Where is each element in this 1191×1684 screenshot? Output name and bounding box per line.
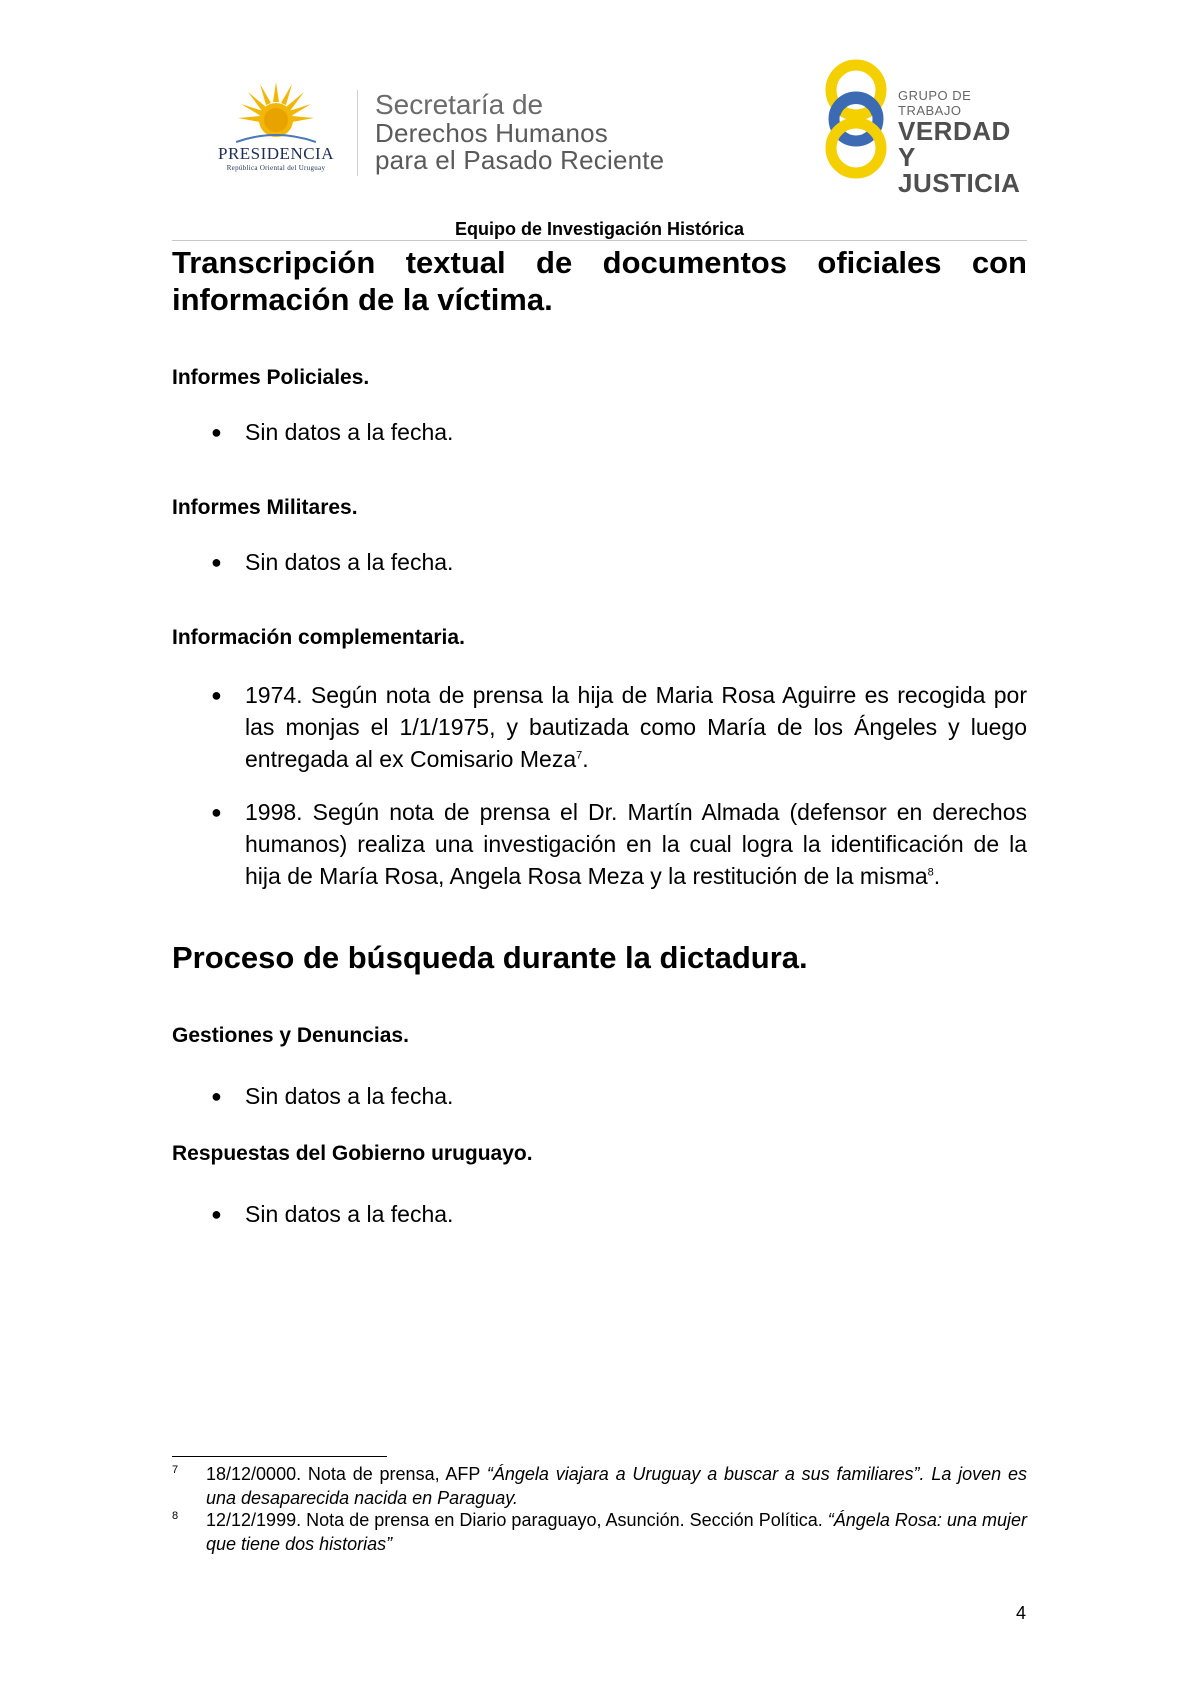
list-item: [172, 796, 1027, 892]
item-end: .: [933, 863, 941, 889]
list-item: [172, 416, 1027, 448]
section-title-transcripcion: [172, 244, 1027, 318]
heading-respuestas: [172, 1142, 1027, 1166]
list-item: [172, 546, 1027, 578]
secretaria-line-1: Secretaría de: [375, 89, 544, 120]
team-header: Equipo de Investigación Histórica: [454, 219, 745, 239]
page-number: 4: [1016, 1603, 1027, 1623]
title-line-2: información de la víctima.: [172, 282, 553, 317]
gtvj-line-1: GRUPO DE TRABAJO: [898, 88, 972, 118]
header-rule: [172, 240, 1027, 241]
secretaria-line-2: Derechos Humanos: [375, 118, 608, 148]
item-text: Sin datos a la fecha.: [245, 1083, 454, 1109]
list-item: [172, 1080, 1027, 1112]
section-title-text: Proceso de búsqueda durante la dictadura.: [172, 940, 808, 975]
list-item: [172, 679, 1027, 775]
heading-text: Informes Policiales.: [172, 366, 370, 389]
footnote-ref[interactable]: 7: [576, 749, 583, 762]
heading-informes-militares: [172, 496, 1027, 520]
presidencia-logo: [196, 80, 356, 175]
bullet-icon: ●: [211, 422, 222, 442]
title-line-1: Transcripción textual de documentos oficiales con: [172, 245, 1027, 280]
linked-rings-icon: [820, 56, 895, 181]
footnote-number: 8: [172, 1510, 179, 1522]
heading-text: Respuestas del Gobierno uruguayo.: [172, 1142, 533, 1165]
footnote-ref[interactable]: 8: [927, 866, 934, 879]
presidencia-subtitle: República Oriental del Uruguay: [226, 164, 326, 172]
bullet-icon: ●: [211, 552, 222, 572]
heading-text: Informes Militares.: [172, 496, 358, 519]
footnote-7: [172, 1462, 1027, 1510]
bullet-icon: ●: [211, 1204, 222, 1224]
bullet-icon: ●: [211, 802, 222, 822]
bullet-icon: ●: [211, 1086, 222, 1106]
item-text: Sin datos a la fecha.: [245, 419, 454, 445]
secretaria-logo-text: [375, 90, 664, 174]
item-text: Sin datos a la fecha.: [245, 1201, 454, 1227]
logo-divider: [357, 90, 358, 176]
footnote-number: 7: [172, 1464, 179, 1476]
footnote-text: 18/12/0000. Nota de prensa, AFP: [206, 1464, 487, 1484]
footnote-text: 12/12/1999. Nota de prensa en Diario paraguayo, Asunción. Sección Política.: [206, 1510, 828, 1530]
footnote-quote: “Ángela Rosa: una mujer que tiene dos historias”: [206, 1510, 1028, 1554]
item-end: .: [582, 746, 589, 772]
list-item: [172, 1198, 1027, 1230]
footnote-quote: “Ángela viajara a Uruguay a buscar a sus familiares”. La joven es una desaparecida nacida en Paraguay.: [206, 1464, 1027, 1508]
heading-informacion-complementaria: [172, 626, 1027, 650]
item-text: 1974. Según nota de prensa la hija de Maria Rosa Aguirre es recogida por las monjas el 1/1/1975, y bautizada como María de los Ángeles y luego entregada al ex Comisario Meza: [245, 682, 1027, 772]
heading-informes-policiales: [172, 366, 1027, 390]
sun-icon: [236, 80, 316, 148]
footnote-8: [172, 1508, 1027, 1556]
heading-gestiones: [172, 1024, 1027, 1048]
gtvj-line-3: JUSTICIA: [898, 168, 1021, 198]
bullet-icon: ●: [211, 685, 222, 705]
secretaria-line-3: para el Pasado Reciente: [375, 145, 665, 175]
gtvj-logo: [820, 56, 1030, 198]
footnote-rule: [172, 1456, 387, 1457]
item-text: 1998. Según nota de prensa el Dr. Martín Almada (defensor en derechos humanos) realiza una investigación en la cual logra la identificación de la hija de María Rosa, Angela Rosa Meza y la restitución de la misma: [245, 799, 1027, 889]
presidencia-word: PRESIDENCIA: [217, 144, 334, 163]
item-text: Sin datos a la fecha.: [245, 549, 454, 575]
gtvj-logo-text: [898, 88, 1030, 196]
section-title-proceso: [172, 939, 1027, 976]
heading-text: Información complementaria.: [172, 626, 465, 649]
gtvj-line-2: VERDAD Y: [898, 116, 1011, 172]
heading-text: Gestiones y Denuncias.: [172, 1024, 409, 1047]
